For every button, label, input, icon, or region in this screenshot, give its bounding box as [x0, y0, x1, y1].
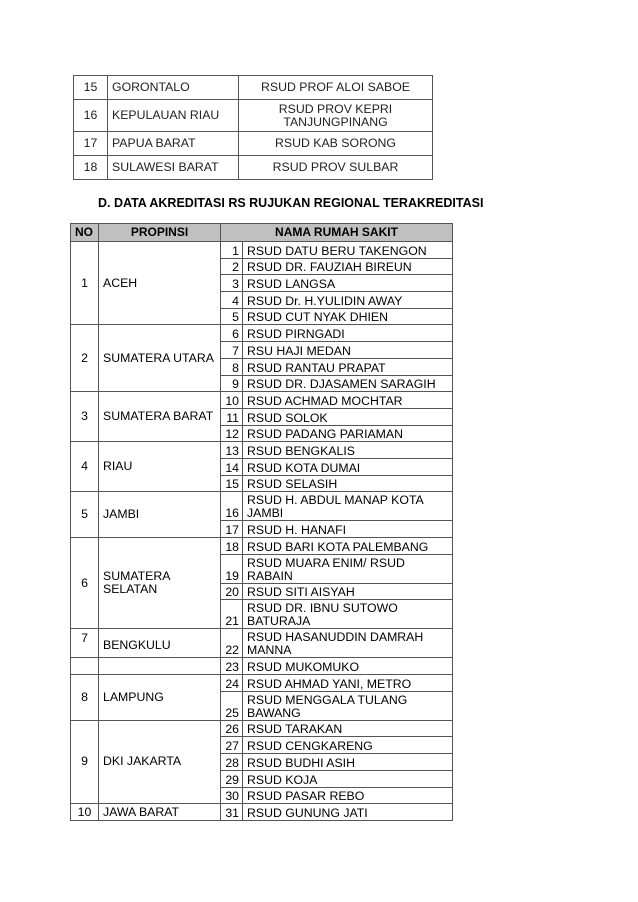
hospital-cell: RSUD KAB SORONG — [239, 132, 433, 156]
hospital-name: RSUD PIRNGADI — [243, 325, 453, 342]
table-row — [71, 538, 453, 555]
hospital-index: 27 — [221, 737, 243, 754]
hospital-name: RSUD KOJA — [243, 770, 453, 787]
province-cell: SUMATERA BARAT — [99, 392, 221, 442]
group-number: 1 — [71, 242, 99, 325]
hospital-index: 12 — [221, 425, 243, 442]
hospital-name: RSUD CENGKARENG — [243, 737, 453, 754]
hospital-cell: RSUD PROF ALOI SABOE — [239, 76, 433, 100]
province-cell: PAPUA BARAT — [108, 132, 239, 156]
province-cell: GORONTALO — [108, 76, 239, 100]
hospital-index: 28 — [221, 754, 243, 771]
table-row — [74, 156, 433, 180]
hospital-index: 25 — [221, 691, 243, 720]
hospital-name: RSUD H. HANAFI — [243, 521, 453, 538]
table-row — [74, 132, 433, 156]
group-number: 7 — [71, 629, 99, 658]
province-cell: SULAWESI BARAT — [108, 156, 239, 180]
row-number: 18 — [74, 156, 108, 180]
hospital-cell: RSUD PROV SULBAR — [239, 156, 433, 180]
row-number: 16 — [74, 100, 108, 132]
table-row — [71, 675, 453, 692]
table-header-row — [71, 224, 453, 242]
hospital-index: 21 — [221, 600, 243, 629]
section-heading: D. DATA AKREDITASI RS RUJUKAN REGIONAL TERAKREDITASI — [98, 196, 484, 210]
hospital-name: RSUD PASAR REBO — [243, 787, 453, 804]
hospital-index: 10 — [221, 392, 243, 409]
hospital-index: 18 — [221, 538, 243, 555]
hospital-index: 3 — [221, 275, 243, 292]
hospital-cell: RSUD PROV KEPRI TANJUNGPINANG — [239, 100, 433, 132]
hospital-index: 24 — [221, 675, 243, 692]
header-province: PROPINSI — [99, 224, 221, 242]
group-number: 3 — [71, 392, 99, 442]
table-row — [71, 242, 453, 259]
hospital-name: RSUD DATU BERU TAKENGON — [243, 242, 453, 259]
hospital-name: RSU HAJI MEDAN — [243, 342, 453, 359]
province-cell: KEPULAUAN RIAU — [108, 100, 239, 132]
hospital-name: RSUD SELASIH — [243, 475, 453, 492]
table-row — [71, 804, 453, 821]
hospital-index: 29 — [221, 770, 243, 787]
province-cell: ACEH — [99, 242, 221, 325]
table-row — [74, 76, 433, 100]
hospital-name: RSUD RANTAU PRAPAT — [243, 358, 453, 375]
hospital-name: RSUD PADANG PARIAMAN — [243, 425, 453, 442]
province-cell: LAMPUNG — [99, 675, 221, 721]
row-number: 15 — [74, 76, 108, 100]
hospital-index: 22 — [221, 629, 243, 658]
hospital-index: 11 — [221, 408, 243, 425]
group-number: 6 — [71, 538, 99, 629]
hospital-name: RSUD DR. IBNU SUTOWO BATURAJA — [243, 600, 453, 629]
group-number: 9 — [71, 720, 99, 803]
group-number: 2 — [71, 325, 99, 392]
table-row — [71, 392, 453, 409]
hospital-name: RSUD GUNUNG JATI — [243, 804, 453, 821]
hospital-index: 16 — [221, 492, 243, 521]
group-number: 4 — [71, 442, 99, 492]
group-number: 10 — [71, 804, 99, 821]
hospital-index: 2 — [221, 258, 243, 275]
row-number: 17 — [74, 132, 108, 156]
hospital-index: 31 — [221, 804, 243, 821]
hospital-index: 30 — [221, 787, 243, 804]
table-row — [71, 629, 453, 658]
hospital-index: 6 — [221, 325, 243, 342]
hospital-index: 26 — [221, 720, 243, 737]
table-row — [71, 658, 453, 675]
hospital-name: RSUD MUKOMUKO — [243, 658, 453, 675]
group-number: 8 — [71, 675, 99, 721]
hospital-name: RSUD BENGKALIS — [243, 442, 453, 459]
hospital-index: 23 — [221, 658, 243, 675]
province-cell: JAMBI — [99, 492, 221, 538]
hospital-index: 19 — [221, 554, 243, 583]
hospital-index: 4 — [221, 292, 243, 309]
hospital-name: RSUD ACHMAD MOCHTAR — [243, 392, 453, 409]
hospital-index: 14 — [221, 458, 243, 475]
hospital-index: 8 — [221, 358, 243, 375]
table-row — [71, 720, 453, 737]
hospital-name: RSUD H. ABDUL MANAP KOTA JAMBI — [243, 492, 453, 521]
empty-cell — [71, 658, 99, 675]
hospital-name: RSUD DR. DJASAMEN SARAGIH — [243, 375, 453, 392]
hospital-index: 15 — [221, 475, 243, 492]
province-cell: JAWA BARAT — [99, 804, 221, 821]
group-number: 5 — [71, 492, 99, 538]
hospital-name: RSUD MUARA ENIM/ RSUD RABAIN — [243, 554, 453, 583]
hospital-name: RSUD KOTA DUMAI — [243, 458, 453, 475]
hospital-name: RSUD BUDHI ASIH — [243, 754, 453, 771]
previous-table — [73, 75, 433, 180]
hospital-name: RSUD CUT NYAK DHIEN — [243, 308, 453, 325]
hospital-name: RSUD SOLOK — [243, 408, 453, 425]
header-no: NO — [71, 224, 99, 242]
province-cell: RIAU — [99, 442, 221, 492]
hospital-name: RSUD LANGSA — [243, 275, 453, 292]
accreditation-table — [70, 223, 453, 821]
hospital-index: 13 — [221, 442, 243, 459]
table-row — [71, 492, 453, 521]
table-row — [74, 100, 433, 132]
province-cell: BENGKULU — [99, 629, 221, 658]
table-row — [71, 442, 453, 459]
hospital-name: RSUD MENGGALA TULANG BAWANG — [243, 691, 453, 720]
hospital-index: 9 — [221, 375, 243, 392]
table-row — [71, 325, 453, 342]
hospital-index: 1 — [221, 242, 243, 259]
empty-cell — [99, 658, 221, 675]
hospital-name: RSUD BARI KOTA PALEMBANG — [243, 538, 453, 555]
province-cell: SUMATERA UTARA — [99, 325, 221, 392]
province-cell: SUMATERA SELATAN — [99, 538, 221, 629]
hospital-name: RSUD HASANUDDIN DAMRAH MANNA — [243, 629, 453, 658]
header-hospital: NAMA RUMAH SAKIT — [221, 224, 453, 242]
hospital-name: RSUD AHMAD YANI, METRO — [243, 675, 453, 692]
hospital-name: RSUD DR. FAUZIAH BIREUN — [243, 258, 453, 275]
hospital-index: 7 — [221, 342, 243, 359]
hospital-index: 20 — [221, 583, 243, 600]
hospital-name: RSUD SITI AISYAH — [243, 583, 453, 600]
hospital-index: 5 — [221, 308, 243, 325]
hospital-name: RSUD TARAKAN — [243, 720, 453, 737]
province-cell: DKI JAKARTA — [99, 720, 221, 803]
hospital-name: RSUD Dr. H.YULIDIN AWAY — [243, 292, 453, 309]
hospital-index: 17 — [221, 521, 243, 538]
